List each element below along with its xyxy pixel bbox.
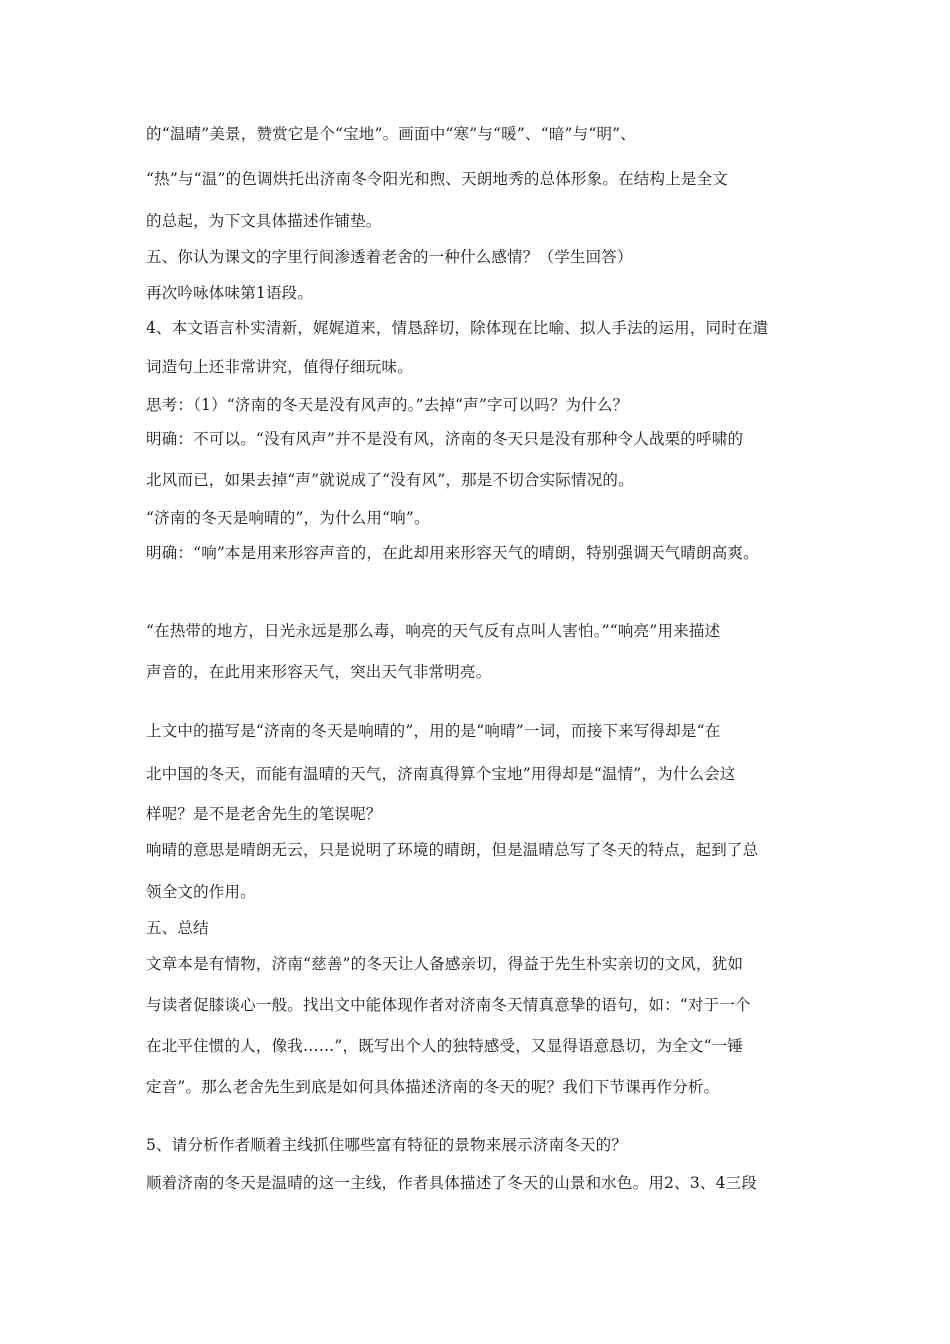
text-line: 的总起，为下文具体描述作铺垫。 bbox=[146, 212, 382, 230]
text-line: 北风而已，如果去掉“声”就说成了“没有风”，那是不切合实际情况的。 bbox=[146, 471, 634, 489]
text-line: 声音的，在此用来形容天气，突出天气非常明亮。 bbox=[146, 663, 492, 681]
text-line: 样呢？是不是老舍先生的笔误呢？ bbox=[146, 805, 382, 823]
section-heading: 五、总结 bbox=[146, 919, 209, 937]
text-line: 文章本是有情物，济南“慈善”的冬天让人备感亲切，得益于先生朴实亲切的文风，犹如 bbox=[146, 955, 744, 973]
text-line: “热”与“温”的色调烘托出济南冬令阳光和煦、天朗地秀的总体形象。在结构上是全文 bbox=[146, 170, 728, 188]
text-line: 再次吟咏体味第1语段。 bbox=[146, 284, 314, 302]
section-heading: 五、你认为课文的字里行间渗透着老舍的一种什么感情？（学生回答） bbox=[146, 248, 633, 266]
text-line: 顺着济南的冬天是温晴的这一主线，作者具体描述了冬天的山景和水色。用2、3、4三段 bbox=[146, 1174, 758, 1192]
text-line: 响晴的意思是晴朗无云，只是说明了环境的晴朗，但是温晴总写了冬天的特点，起到了总 bbox=[146, 841, 759, 859]
question-line: “济南的冬天是响晴的”，为什么用“响”。 bbox=[146, 509, 430, 527]
text-line: 与读者促膝谈心一般。找出文中能体现作者对济南冬天情真意挚的语句，如：“对于一个 bbox=[146, 996, 751, 1014]
text-line: 4、本文语言朴实清新，娓娓道来，情恳辞切，除体现在比喻、拟人手法的运用，同时在遣 bbox=[146, 319, 769, 337]
text-line: 词造句上还非常讲究，值得仔细玩味。 bbox=[146, 358, 413, 376]
text-line: 的“温晴”美景，赞赏它是个“宝地”。画面中“寒”与“暖”、“暗”与“明”、 bbox=[146, 125, 636, 143]
question-line: 5、请分析作者顺着主线抓住哪些富有特征的景物来展示济南冬天的？ bbox=[146, 1136, 628, 1154]
text-line: 上文中的描写是“济南的冬天是响晴的”，用的是“响晴”一词，而接下来写得却是“在 bbox=[146, 722, 721, 740]
quote-line: “在热带的地方，日光永远是那么毒，响亮的天气反有点叫人害怕。”“响亮”用来描述 bbox=[146, 622, 721, 640]
text-line: 在北平住惯的人，像我……”，既写出个人的独特感受，又显得语意恳切，为全文“一锤 bbox=[146, 1037, 744, 1055]
text-line: 北中国的冬天，而能有温晴的天气，济南真得算个宝地”用得却是“温情”，为什么会这 bbox=[146, 765, 736, 783]
text-line: 领全文的作用。 bbox=[146, 883, 256, 901]
question-line: 思考：（1）“济南的冬天是没有风声的。”去掉“声”字可以吗？为什么？ bbox=[146, 396, 629, 414]
answer-line: 明确：不可以。“没有风声”并不是没有风，济南的冬天只是没有那种令人战栗的呼啸的 bbox=[146, 430, 744, 448]
text-line: 定音”。那么老舍先生到底是如何具体描述济南的冬天的呢？我们下节课再作分析。 bbox=[146, 1078, 720, 1096]
answer-line: 明确：“响”本是用来形容声音的，在此却用来形容天气的晴朗，特别强调天气晴朗高爽。 bbox=[146, 544, 759, 562]
